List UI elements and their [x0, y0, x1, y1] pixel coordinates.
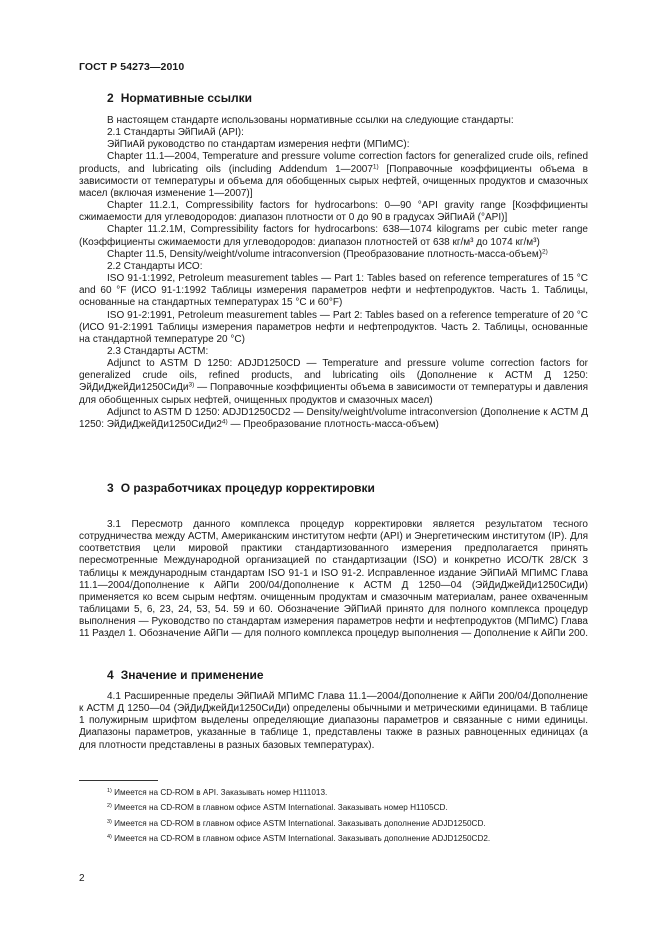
paragraph: Adjunct to ASTM D 1250: ADJD1250CD — Temperature and pressure volume correction factors for generalized crude oils, refined products, and lubricating oils (Дополнение к АСТМ Д 1250: ЭйДиДжейДи1250СиДи$^{3)}$ — Поправочные коэффициенты объема в зависимости от температуры и давления для обобщенных сырых нефтей, очищенных продуктов и смазочных масел) [79, 358, 588, 406]
standard-header: ГОСТ Р 54273—2010 [79, 61, 185, 73]
paragraph: ISO 91-2:1991, Petroleum measurement tables — Part 2: Tables based on a reference temperature of 20 °C (ИСО 91-2:1991 Таблицы измерения параметров нефти и нефтепродуктов. Часть 2. Таблицы, основанные на стандартной температуре 20 °C) [79, 309, 588, 345]
footnotes [79, 785, 588, 846]
section-body [79, 115, 588, 431]
footnote: $^{1)}$ Имеется на CD-ROM в API. Заказывать номер Н111013. [107, 788, 328, 797]
paragraph: Chapter 11.2.1M, Compressibility factors for hydrocarbons: 638—1074 kilograms per cubic meter range (Коэффициенты сжимаемости для углеводородов: диапазон плотностей от 638 кг/м³ до 1074 кг/м³) [79, 224, 588, 248]
footnote-ref: 4) [221, 418, 228, 426]
paragraph: ЭйПиАй руководство по стандартам измерения нефти (МПиМС): [107, 139, 410, 151]
paragraph: Chapter 11.2.1, Compressibility factors for hydrocarbons: 0—90 °API gravity range [Коэффициенты сжимаемости для углеводородов: диапазон плотности от 0 до 90 в градусах ЭйПиАй (°API)] [79, 200, 588, 224]
paragraph: 4.1 Расширенные пределы ЭйПиАй МПиМС Глава 11.1—2004/Дополнение к АйПи 200/04/Дополнение к АСТМ Д 1250—04 (ЭйДиДжейДи1250СиДи) определены обычными и метрическими единицами. В таблице 1 полужирным шрифтом выделены определяющие диапазоны параметров и связанные с ними единицы. Диапазоны параметров, указанные в таблице 1, представлены также в разных равноценных единицах (а для плотности представлены в разных базовых температурах). [79, 691, 588, 751]
footnote: $^{3)}$ Имеется на CD-ROM в главном офисе ASTM International. Заказывать дополнение ADJD1250CD. [107, 818, 486, 828]
section-heading [107, 481, 375, 495]
paragraph: 2.1 Стандарты ЭйПиАй (API): [107, 127, 244, 139]
section-number: 2 [107, 91, 114, 105]
paragraph: Adjunct to ASTM D 1250: ADJD1250CD2 — Density/weight/volume intraconversion (Дополнение к АСТМ Д 1250: ЭйДиДжейДи1250СиДи2$^{4)}$ — Преобразование плотность-масса-объем) [79, 406, 588, 430]
paragraph: Chapter 11.1—2004, Temperature and pressure volume correction factors for generalized crude oils, refined products, and lubricating oils (including Addendum 1—2007$^{1)}$ [Поправочные коэффициенты объема в зависимости от температуры и объема для обобщенных сырых нефтей, очищенных продуктов и смазочных масел (включая изменение 1—2007)] [79, 151, 588, 199]
section-heading [107, 91, 252, 105]
section-title: Значение и применение [120, 668, 264, 682]
footnote-ref: 3) [188, 381, 195, 389]
section-body [79, 519, 588, 641]
paragraph: Chapter 11.5, Density/weight/volume intraconversion (Преобразование плотность-масса-объем)$^{2)}$ [107, 248, 548, 260]
section-body [79, 691, 588, 752]
footnote: $^{4)}$ Имеется на CD-ROM в главном офисе ASTM International. Заказывать дополнение ADJD1250CD2. [107, 833, 491, 843]
paragraph: В настоящем стандарте использованы нормативные ссылки на следующие стандарты: [107, 115, 514, 126]
paragraph: 3.1 Пересмотр данного комплекса процедур корректировки является результатом тесного сотрудничества между АСТМ, Американским институтом нефти (API) и Энергетическим институтом (IP). Для соответствия цели мировой практики стандартизованного измерения предполагается принять пересмотренные Международной организацией по стандартизации (ISO) и конкретно ИСО/ТК 28/СК 3 таблицы к международным стандартам ISO 91-1 и ISO 91-2. Исправленное издание ЭйПиАй МПиМС Глава 11.1—2004/Дополнение к АйПи 200/04/Дополнение к АСТМ Д 1250—04 (ЭйДиДжейДи1250СиДи) применяется ко всем сырым нефтям. очищенным продуктам и смазочным материалам, ранее охваченным таблицами 5, 6, 23, 24, 53, 54. 59 и 60. Обозначение ЭйПиАй принято для полного комплекса процедур выполнения — Руководство по стандартам измерения параметров нефти и нефтепродуктов (МПиМС) Глава 11 Раздел 1. Обозначение АйПи — для полного комплекса процедур выполнения — Дополнение к АйПи 200. [79, 519, 588, 640]
section-number: 4 [107, 668, 114, 682]
section-title: О разработчиках процедур корректировки [120, 481, 375, 495]
page-number: 2 [79, 873, 85, 884]
footnote: $^{2)}$ Имеется на CD-ROM в главном офисе ASTM International. Заказывать номер Н1105CD. [107, 803, 448, 813]
footnote-separator [79, 780, 158, 781]
footnote-ref: 2) [542, 248, 548, 256]
section-heading [107, 668, 264, 682]
paragraph: 2.3 Стандарты АСТМ: [107, 345, 209, 357]
footnote-ref: 1) [372, 163, 379, 171]
paragraph: 2.2 Стандарты ИСО: [107, 260, 203, 272]
section-title: Нормативные ссылки [120, 91, 252, 105]
section-number: 3 [107, 481, 114, 495]
paragraph: ISO 91-1:1992, Petroleum measurement tables — Part 1: Tables based on reference temperatures of 15 °C and 60 °F (ИСО 91-1:1992 Таблицы измерения параметров нефти и нефтепродуктов. Часть 1. Таблицы, основанные на стандартных температурах 15 °C и 60°F) [79, 273, 588, 309]
